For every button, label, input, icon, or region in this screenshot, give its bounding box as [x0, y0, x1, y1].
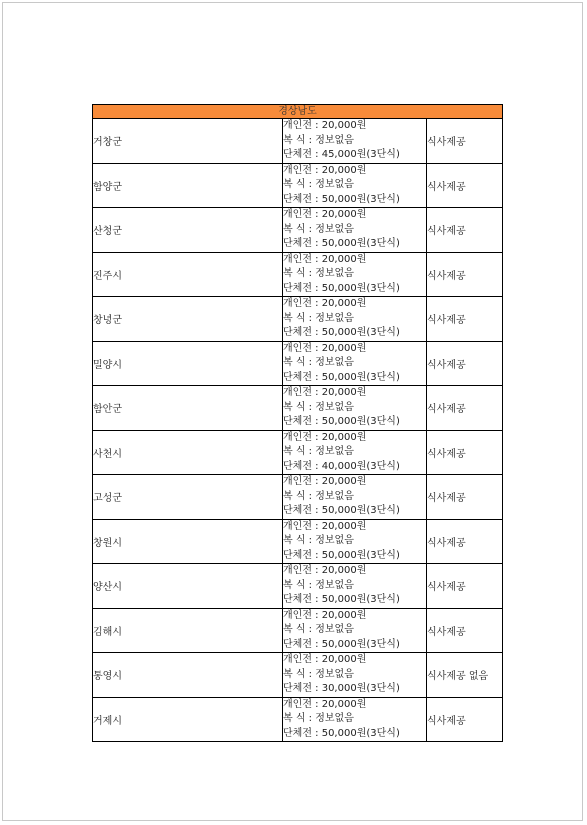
meal-info: 식사제공: [427, 519, 503, 564]
doubles-fee: 복 식 : 정보없음: [283, 357, 354, 368]
fee-cell: [283, 208, 427, 253]
table-row: [93, 608, 503, 653]
fee-cell: [283, 430, 427, 475]
fee-cell: [283, 475, 427, 520]
team-fee: 단체전 : 50,000원(3단식): [283, 594, 400, 605]
city-name: 함안군: [93, 386, 283, 431]
team-fee: 단체전 : 50,000원(3단식): [283, 416, 400, 427]
meal-info: 식사제공: [427, 119, 503, 164]
team-fee: 단체전 : 50,000원(3단식): [283, 371, 400, 383]
team-fee: 단체전 : 50,000원(3단식): [283, 505, 400, 516]
table-row: [93, 653, 503, 698]
personal-fee: 개인전 : 20,000원: [283, 431, 367, 443]
meal-info: 식사제공: [427, 608, 503, 653]
city-name: 양산시: [93, 564, 283, 609]
table-row: [93, 252, 503, 297]
meal-info: 식사제공: [427, 564, 503, 609]
team-fee: 단체전 : 40,000원(3단식): [283, 460, 400, 472]
personal-fee: 개인전 : 20,000원: [283, 476, 367, 487]
document-page: [2, 2, 583, 821]
personal-fee: 개인전 : 20,000원: [283, 164, 367, 176]
table-row: [93, 564, 503, 609]
city-name: 거창군: [93, 119, 283, 164]
fee-cell: [283, 386, 427, 431]
meal-info: 식사제공: [427, 252, 503, 297]
fee-cell: [283, 653, 427, 698]
doubles-fee: 복 식 : 정보없음: [283, 401, 354, 413]
region-header: 경상남도: [93, 105, 503, 119]
team-fee: 단체전 : 50,000원(3단식): [283, 549, 400, 561]
table-row: [93, 341, 503, 386]
meal-info: 식사제공: [427, 163, 503, 208]
fee-cell: [283, 119, 427, 164]
personal-fee: 개인전 : 20,000원: [283, 120, 367, 131]
doubles-fee: 복 식 : 정보없음: [283, 312, 354, 324]
city-name: 김해시: [93, 608, 283, 653]
city-name: 고성군: [93, 475, 283, 520]
team-fee: 단체전 : 50,000원(3단식): [283, 193, 400, 205]
fee-cell: [283, 252, 427, 297]
meal-info: 식사제공: [427, 208, 503, 253]
table-row: [93, 430, 503, 475]
meal-info: 식사제공 없음: [427, 653, 503, 698]
fee-cell: [283, 697, 427, 742]
table-body: [93, 105, 503, 742]
doubles-fee: 복 식 : 정보없음: [283, 713, 354, 724]
doubles-fee: 복 식 : 정보없음: [283, 490, 354, 502]
meal-info: 식사제공: [427, 341, 503, 386]
table-row: [93, 519, 503, 564]
doubles-fee: 복 식 : 정보없음: [283, 268, 354, 279]
table-row: [93, 475, 503, 520]
doubles-fee: 복 식 : 정보없음: [283, 179, 354, 190]
personal-fee: 개인전 : 20,000원: [283, 565, 367, 576]
region-fee-table: [92, 104, 503, 742]
city-name: 함양군: [93, 163, 283, 208]
team-fee: 단체전 : 50,000원(3단식): [283, 638, 400, 650]
fee-cell: [283, 297, 427, 342]
city-name: 밀양시: [93, 341, 283, 386]
doubles-fee: 복 식 : 정보없음: [283, 535, 354, 546]
team-fee: 단체전 : 50,000원(3단식): [283, 327, 400, 338]
table-row: [93, 297, 503, 342]
personal-fee: 개인전 : 20,000원: [283, 253, 367, 265]
city-name: 산청군: [93, 208, 283, 253]
table-row: [93, 119, 503, 164]
doubles-fee: 복 식 : 정보없음: [283, 446, 354, 457]
fee-cell: [283, 341, 427, 386]
personal-fee: 개인전 : 20,000원: [283, 298, 367, 309]
table-row: [93, 208, 503, 253]
meal-info: 식사제공: [427, 697, 503, 742]
personal-fee: 개인전 : 20,000원: [283, 342, 367, 354]
table-header-row: [93, 105, 503, 119]
doubles-fee: 복 식 : 정보없음: [283, 223, 354, 235]
personal-fee: 개인전 : 20,000원: [283, 609, 367, 621]
personal-fee: 개인전 : 20,000원: [283, 387, 367, 398]
team-fee: 단체전 : 50,000원(3단식): [283, 238, 400, 249]
meal-info: 식사제공: [427, 386, 503, 431]
city-name: 진주시: [93, 252, 283, 297]
table-row: [93, 386, 503, 431]
meal-info: 식사제공: [427, 430, 503, 475]
fee-cell: [283, 163, 427, 208]
meal-info: 식사제공: [427, 297, 503, 342]
fee-cell: [283, 564, 427, 609]
fee-cell: [283, 519, 427, 564]
city-name: 통영시: [93, 653, 283, 698]
team-fee: 단체전 : 30,000원(3단식): [283, 683, 400, 694]
doubles-fee: 복 식 : 정보없음: [283, 624, 354, 635]
city-name: 사천시: [93, 430, 283, 475]
doubles-fee: 복 식 : 정보없음: [283, 134, 354, 146]
team-fee: 단체전 : 50,000원(3단식): [283, 727, 400, 739]
city-name: 거제시: [93, 697, 283, 742]
fee-cell: [283, 608, 427, 653]
doubles-fee: 복 식 : 정보없음: [283, 668, 354, 680]
personal-fee: 개인전 : 20,000원: [283, 520, 367, 532]
city-name: 창원시: [93, 519, 283, 564]
team-fee: 단체전 : 45,000원(3단식): [283, 149, 400, 160]
personal-fee: 개인전 : 20,000원: [283, 209, 367, 220]
meal-info: 식사제공: [427, 475, 503, 520]
doubles-fee: 복 식 : 정보없음: [283, 579, 354, 591]
personal-fee: 개인전 : 20,000원: [283, 654, 367, 665]
team-fee: 단체전 : 50,000원(3단식): [283, 282, 400, 294]
table-row: [93, 697, 503, 742]
table-row: [93, 163, 503, 208]
personal-fee: 개인전 : 20,000원: [283, 698, 367, 710]
city-name: 창녕군: [93, 297, 283, 342]
